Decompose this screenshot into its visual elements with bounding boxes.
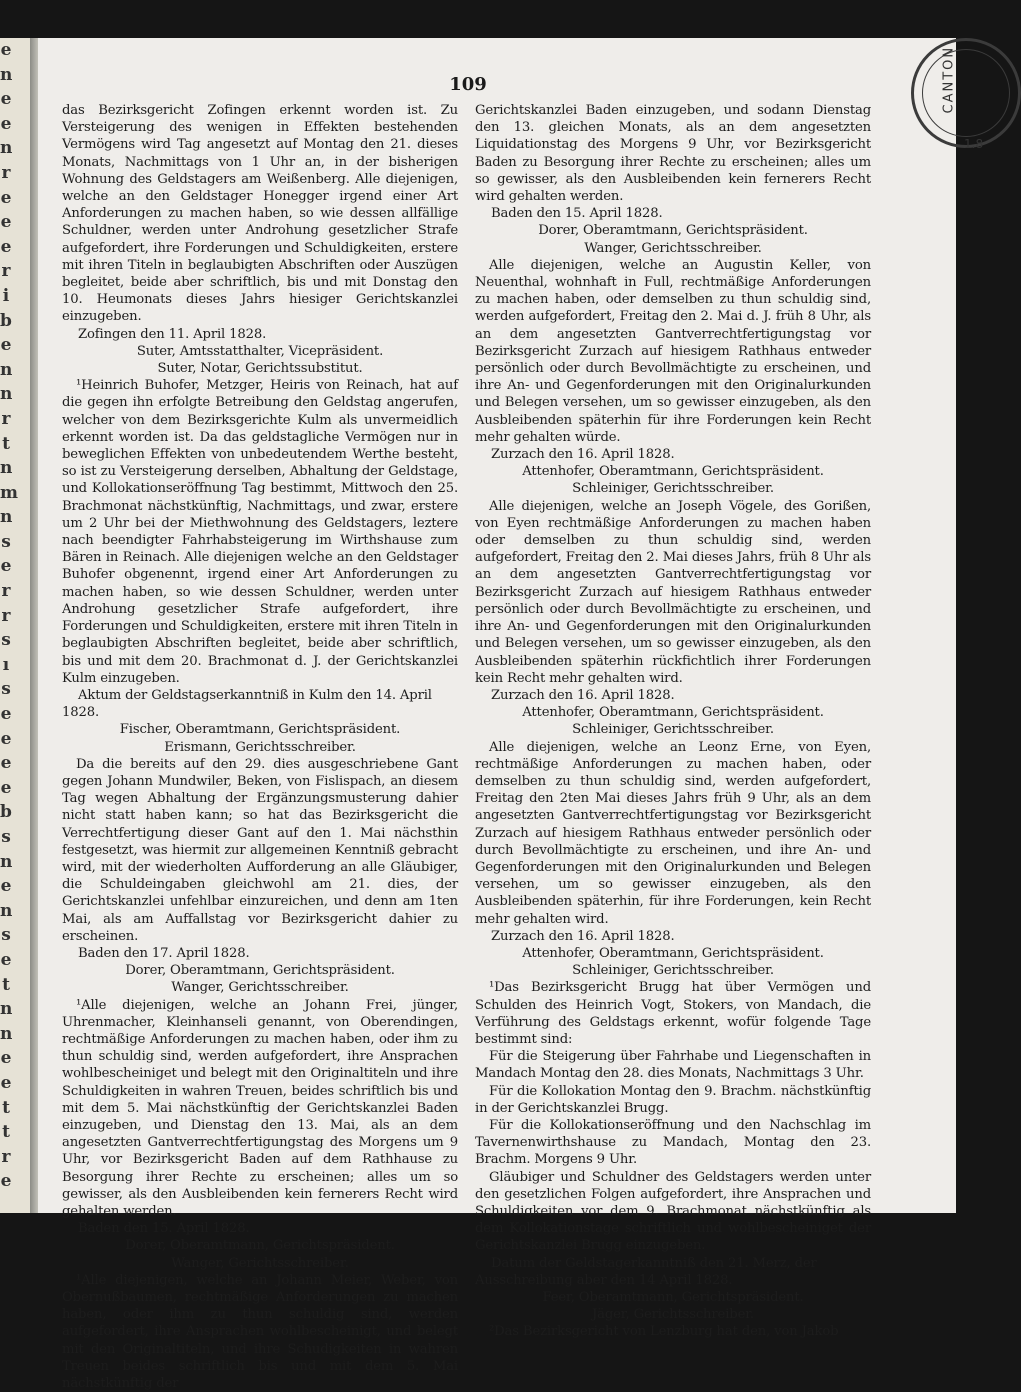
edge-letter: e [0,1048,12,1069]
previous-page-text-fragments [0,38,18,1194]
edge-letter: n [0,999,13,1020]
edge-letter: r [1,408,11,429]
signature-line: Suter, Notar, Gerichtssubstitut. [157,361,363,377]
notice-paragraph: Gläubiger und Schuldner des Geldstagers werden unter den gesetzlichen Folgen aufgefordert, ihre Ansprachen und Schuldigkeiten vor dem 9. Brachmonat nächstkünftig als dem Kollokationstage schriftlich und wohlbescheiniget der Gerichtskanzlei Brugg einzugeben. [475,1169,871,1254]
dateline: Zofingen den 11. April 1828. [78,326,267,342]
notice-paragraph: Alle diejenigen, welche an Joseph Vögele, des Gorißen, von Eyen rechtmäßige Anforderungen zu machen haben oder demselben zu thun schuldig sind, werden aufgefordert, Freitag den 2. Mai dieses Jahrs, früh 8 Uhr als an dem angesetzten Gantverrechtfertigungstag vor Bezirksgericht Zurzach auf hiesigem Rathhaus entweder persönlich oder durch Bevollmächtigte zu erscheinen, und ihre An- und Gegenforderungen mit den Originalurkunden und Belegen versehen, um so gewisser einzugeben, als den Ausbleibenden späterhin rückfichtlich ihrer Forderungen kein Recht mehr gehalten wird. [475,498,871,686]
notice-paragraph: Für die Kollokation Montag den 9. Brachm. nächstkünftig in der Gerichtskanzlei Brugg. [475,1083,871,1116]
edge-letter: r [1,581,11,602]
edge-letter: e [0,777,12,798]
edge-letter: t [2,1122,10,1143]
notice-continuation: das Bezirksgericht Zofingen erkennt worden ist. Zu Versteigerung des wenigen in Effekten bestehenden Vermögens wird Tag angesetzt auf Montag den 21. dieses Monats, Nachmittags von 1 Uhr an, in der bisherigen Wohnung des Geldstagers am Weißenberg. Alle diejenigen, welche an den Geldstager Honegger irgend einer Art Anforderungen zu machen haben, so wie dessen allfällige Schuldner, werden unter Androhung gesetzlicher Strafe aufgefordert, ihre Forderungen und Schuldigkeiten, erstere mit ihren Titeln in beglaubigten Abschriften oder Auszügen begleitet, beide aber schriftlich, bis und mit Donstag den 10. Heumonats dieses Jahrs hiesiger Gerichtskanzlei einzugeben. [62,103,458,325]
edge-letter: e [0,212,12,233]
edge-letter: e [0,1171,12,1192]
edge-letter: n [0,138,13,159]
signature-line: Wanger, Gerichtsschreiber. [171,980,349,996]
edge-letter: e [0,40,12,60]
edge-letter: e [0,728,12,749]
stamp-year: 1.8 [964,137,984,151]
edge-letter: n [0,359,13,380]
edge-letter: n [0,384,13,405]
edge-letter: s [1,630,11,651]
notice-paragraph: Da die bereits auf den 29. dies ausgeschriebene Gant gegen Johann Mundwiler, Beken, von Fislispach, an diesem Tag wegen Abhaltung der Ergänzungsmusterung dahier nicht statt haben kann; so hat das Bezirksgericht die Verrechtfertigung dieser Gant auf den 1. Mai nächsthin festgesetzt, was hiermit zur allgemeinen Kenntniß gebracht wird, mit der wiederholten Aufforderung an alle Gläubiger, die Schuldeingaben gleichwohl am 21. dies, der Gerichtskanzlei unfehlbar einzureichen, und denn am 1ten Mai, als am Auffallstag vor Bezirksgericht dahier zu erscheinen. [62,756,458,944]
edge-letter: b [0,802,12,823]
signature-line: Dorer, Oberamtmann, Gerichtspräsident. [125,963,395,979]
notice-paragraph: ¹Das Bezirksgericht Brugg hat über Vermögen und Schulden des Heinrich Vogt, Stokers, von Mandach, die Verführung des Geldstags erkennt, wofür folgende Tage bestimmt sind: [475,980,871,1047]
edge-letter: r [1,162,11,183]
signature-line: Suter, Amtsstatthalter, Vicepräsident. [136,343,384,359]
edge-letter: t [2,1097,10,1118]
signature-line: Feer, Oberamtmann, Gerichtspräsident. [542,1290,804,1306]
notice-paragraph: ¹Alle diejenigen, welche an Johann Frei, jünger, Uhrenmacher, Kleinhanseli genannt, von Oberendingen, rechtmäßige Anforderungen zu machen haben, oder ihm zu thun schuldig sind, werden aufgefordert, ihre Ansprachen wohlbescheiniget und belegt mit den Originaltiteln und ihre Schuldigkeiten in wahren Treuen, beides schriftlich bis und mit dem 5. Mai nächstkünftig der Gerichtskanzlei Baden einzugeben, und Dienstag den 13. Mai, als an dem angesetzten Gantverrechtfertigungstag des Morgens um 9 Uhr, vor Bezirksgericht Baden auf dem Rathhause zu Besorgung ihrer Rechte zu erscheinen; alles um so gewisser, als den Ausbleibenden kein fernerers Recht wird gehalten werden. [62,997,458,1219]
notice-paragraph: Für die Steigerung über Fahrhabe und Liegenschaften in Mandach Montag den 28. dies Monats, Nachmittags 3 Uhr. [475,1049,871,1082]
edge-letter: n [0,458,13,479]
edge-letter: e [0,89,12,110]
edge-letter: i [2,285,10,306]
left-column [62,102,458,1392]
notice-paragraph: Alle diejenigen, welche an Leonz Erne, von Eyen, rechtmäßige Anforderungen zu machen haben, oder demselben zu thun schuldig sind, werden aufgefordert, Freitag den 2ten Mai dieses Jahrs früh 9 Uhr, als an dem angesetzten Gantverrechtfertigungstag vor Bezirksgericht Zurzach auf hiesigem Rathhaus entweder persönlich oder durch Bevollmächtigte zu erscheinen, und ihre An- und Gegenforderungen mit den Originalurkunden und Belegen versehen, um so gewisser einzugeben, als den Ausbleibenden späterhin, für ihre Forderungen, kein Recht mehr gehalten wird. [475,739,871,927]
signature-line: Dorer, Oberamtmann, Gerichtspräsident. [125,1238,395,1254]
notice-paragraph: ²Das Bezirksgericht von Lenzburg hat den, von Jakob [489,1324,839,1340]
notice-paragraph: Alle diejenigen, welche an Augustin Keller, von Neuenthal, wohnhaft in Full, rechtmäßige Anforderungen zu machen haben, oder demselben zu thun schuldig sind, werden aufgefordert, Freitag den 2. Mai d. J. früh 8 Uhr, als an dem angesetzten Gantverrechtfertigungstag vor Bezirksgericht Zurzach auf hiesigem Rathhaus entweder persönlich oder durch Bevollmächtigte zu erscheinen, und ihre An- und Gegenforderungen mit den Originalurkunden und Belegen versehen, um so gewisser einzugeben, als den Ausbleibenden späterhin für ihre Forderungen kein Recht mehr gehalten würde. [475,257,871,445]
dateline: Zurzach den 16. April 1828. [491,447,675,463]
library-stamp [911,38,1021,151]
edge-letter: e [0,556,12,577]
signature-line: Schleiniger, Gerichtsschreiber. [572,722,774,738]
edge-letter: n [0,851,13,872]
edge-letter: n [0,64,13,85]
edge-letter: r [1,261,11,282]
edge-letter: t [2,433,10,454]
dateline: Baden den 15. April 1828. [491,206,663,222]
edge-letter: e [0,113,12,134]
edge-letter: e [0,876,12,897]
edge-letter: s [1,827,11,847]
dateline: Datum der Geldstagerkanntniß den 21. Merz, der Ausschreibung aber den 14 April 1828. [475,1255,817,1288]
stamp-text: CANTON [941,45,957,114]
edge-letter: ı [2,654,10,675]
edge-letter: e [0,187,12,208]
signature-line: Jäger, Gerichtsschreiber. [592,1307,754,1323]
dateline: Aktum der Geldstagserkanntniß in Kulm den 14. April 1828. [62,687,432,721]
dateline: Baden den 15. April 1828. [78,1221,250,1237]
edge-letter: s [1,925,11,946]
edge-letter: e [0,236,12,257]
notice-paragraph: ¹Alle diejenigen, welche an Johann Meier, Weber, von Obernußbaumen, rechtmäßige Anforderungen zu machen haben, oder ihm zu thun schuldig sind, werden aufgefordert, ihre Ansprachen wohlbescheinigt, und belegt mit den Originaltiteln, und ihre Schudigkeiten in wahren Treuen beides schriftlich bis und mit dem 5. Mai nächstkünftig der [62,1272,458,1392]
signature-line: Schleiniger, Gerichtsschreiber. [572,963,774,979]
signature-line: Schleiniger, Gerichtsschreiber. [572,481,774,497]
edge-letter: e [0,335,12,356]
edge-letter: e [0,704,12,725]
signature-line: Erismann, Gerichtsschreiber. [164,739,356,755]
edge-letter: r [1,1146,11,1167]
edge-letter: n [0,507,13,528]
edge-letter: n [0,1023,13,1044]
notice-paragraph: ¹Heinrich Buhofer, Metzger, Heiris von Reinach, hat auf die gegen ihn erfolgte Betreibung den Geldstag angerufen, welcher von dem Bezirksgerichte Kulm als unvermeidlich erkennt worden ist. Da das geldstagliche Vermögen nur in beweglichen Effekten von unbedeutendem Werthe besteht, so ist zu Versteigerung derselben, Abhaltung der Geldstage, und Kollokationseröffnung Tag bestimmt, Mittwoch den 25. Brachmonat nächstkünftig, Nachmittags, und zwar, erstere um 2 Uhr bei der Miethwohnung des Geldstagers, leztere nach beendigter Fahrhabsteigerung im Wirthshause zum Bären in Reinach. Alle diejenigen welche an den Geldstager Buhofer obgenennt, irgend einer Art Anforderungen zu machen haben, so wie dessen Schuldner, werden unter Androhung gesetzlicher Strafe aufgefordert, ihre Forderungen und Schuldigkeiten, erstere mit ihren Titeln in beglaubigten Abschriften begleitet, beide aber schriftlich, bis und mit dem 20. Brachmonat d. J. der Gerichtskanzlei Kulm einzugeben. [62,378,458,686]
edge-letter: r [1,605,11,626]
page-number: 109 [449,74,487,95]
dateline: Zurzach den 16. April 1828. [491,928,675,944]
edge-letter: m [0,482,18,503]
edge-letter: t [2,974,10,995]
signature-line: Wanger, Gerichtsschreiber. [171,1255,349,1271]
signature-line: Attenhofer, Oberamtmann, Gerichtspräsident. [522,705,824,721]
edge-letter: s [1,531,11,552]
dateline: Zurzach den 16. April 1828. [491,687,675,703]
signature-line: Fischer, Oberamtmann, Gerichtspräsident. [119,722,401,738]
dateline: Baden den 17. April 1828. [78,945,250,961]
stamp-inner-ring [922,45,1010,137]
signature-line: Wanger, Gerichtsschreiber. [584,240,762,256]
edge-letter: e [0,949,12,970]
signature-line: Dorer, Oberamtmann, Gerichtspräsident. [538,223,808,239]
signature-line: Attenhofer, Oberamtmann, Gerichtspräsident. [522,464,824,480]
document-page [38,38,984,1392]
right-column [475,102,871,1341]
edge-letter: b [0,310,12,331]
edge-letter: e [0,753,12,774]
edge-letter: s [1,679,11,700]
edge-letter: e [0,1072,12,1093]
notice-paragraph: Für die Kollokationseröffnung und den Nachschlag im Tavernenwirthshause zu Mandach, Montag den 23. Brachm. Morgens 9 Uhr. [475,1117,871,1168]
edge-letter: n [0,900,13,921]
notice-continuation: Gerichtskanzlei Baden einzugeben, und sodann Dienstag den 13. gleichen Monats, als an dem angesetzten Liquidationstag des Morgens 9 Uhr, vor Bezirksgericht Baden zu Besorgung ihrer Rechte zu erscheinen; alles um so gewisser, als den Ausbleibenden kein fernerers Recht wird gehalten werden. [475,103,871,205]
signature-line: Attenhofer, Oberamtmann, Gerichtspräsident. [522,945,824,961]
